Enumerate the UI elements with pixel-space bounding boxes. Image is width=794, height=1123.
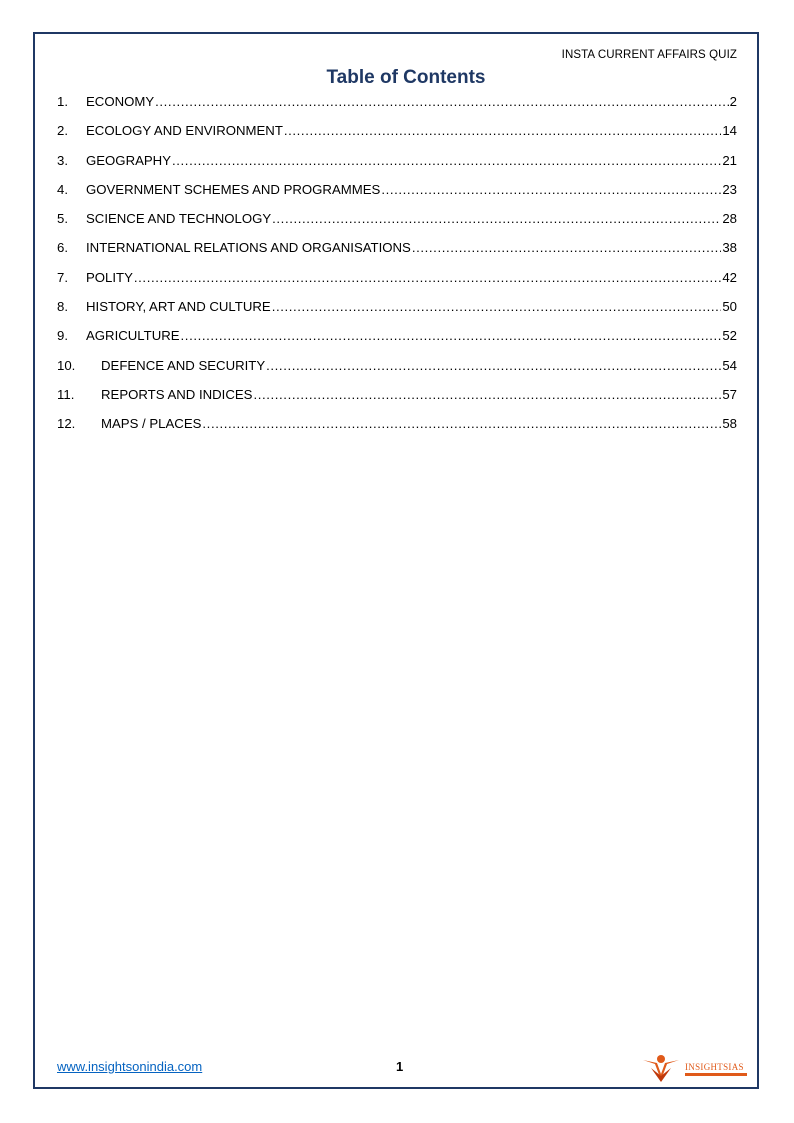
toc-page: 23 [722,181,737,197]
toc-page: 42 [722,269,737,285]
toc-entry-defence-security[interactable] [57,358,737,387]
toc-leader [202,416,721,431]
toc-label: DEFENCE AND SECURITY [101,357,266,373]
toc-page: 14 [722,123,737,139]
toc-page: 58 [722,416,737,432]
toc-entry-ecology[interactable] [57,123,737,152]
toc-entry-reports-indices[interactable] [57,387,737,416]
toc-number: 7. [57,269,68,285]
toc-leader [272,299,722,314]
toc-entry-science-technology[interactable] [57,211,737,240]
toc-number: 1. [57,94,68,109]
toc-leader [134,270,721,285]
toc-leader [155,94,729,109]
toc-leader [253,387,721,402]
toc-leader [284,123,721,138]
toc-leader [272,211,721,226]
toc-entry-economy[interactable] [57,94,737,123]
toc-page: 28 [722,211,737,227]
toc-label: GEOGRAPHY [86,152,172,168]
toc-leader [181,328,722,343]
toc-leader [412,240,721,255]
toc-label: INTERNATIONAL RELATIONS AND ORGANISATIONS [86,240,411,256]
toc-page: 54 [722,357,737,373]
logo-underline [685,1073,747,1076]
page-title: Table of Contents [326,67,486,88]
toc-number: 5. [57,211,68,227]
page-number: 1 [396,1059,404,1074]
toc-label: ECOLOGY AND ENVIRONMENT [86,123,283,139]
toc-entry-international-relations[interactable] [57,240,737,269]
toc-label: AGRICULTURE [86,328,180,344]
toc-leader [172,153,721,168]
toc-number: 3. [57,152,68,168]
running-header: INSTA CURRENT AFFAIRS QUIZ [561,49,737,61]
toc-label: POLITY [86,269,133,285]
toc-label: ECONOMY [86,94,155,109]
toc-entry-government-schemes[interactable] [57,182,737,211]
toc-number: 12. [57,416,76,432]
toc-number: 6. [57,240,68,256]
toc-page: 2 [729,94,737,109]
toc-entry-geography[interactable] [57,153,737,182]
toc-label: SCIENCE AND TECHNOLOGY [86,211,272,227]
toc-page: 52 [722,328,737,344]
toc-page: 21 [722,152,737,168]
toc-label: REPORTS AND INDICES [101,386,253,402]
toc-entry-agriculture[interactable] [57,328,737,357]
toc-number: 10. [57,357,76,373]
toc-label: GOVERNMENT SCHEMES AND PROGRAMMES [86,181,381,197]
logo-name: INSIGHTSIAS [685,1062,744,1072]
toc-leader [266,358,721,373]
website-link[interactable]: www.insightsonindia.com [57,1059,203,1074]
toc-page: 50 [722,299,737,315]
toc-label: MAPS / PLACES [101,416,202,432]
toc-page: 38 [722,240,737,256]
logo-mark-icon [641,1054,681,1084]
toc-number: 2. [57,123,68,139]
table-of-contents [57,94,737,446]
toc-entry-polity[interactable] [57,270,737,299]
toc-entry-maps-places[interactable] [57,416,737,445]
toc-number: 4. [57,181,68,197]
toc-page: 57 [722,386,737,402]
toc-label: HISTORY, ART AND CULTURE [86,299,271,315]
toc-number: 11. [57,386,75,402]
insightsias-logo [641,1054,753,1084]
toc-number: 8. [57,299,68,315]
toc-number: 9. [57,328,68,344]
toc-entry-history-art-culture[interactable] [57,299,737,328]
toc-leader [381,182,721,197]
